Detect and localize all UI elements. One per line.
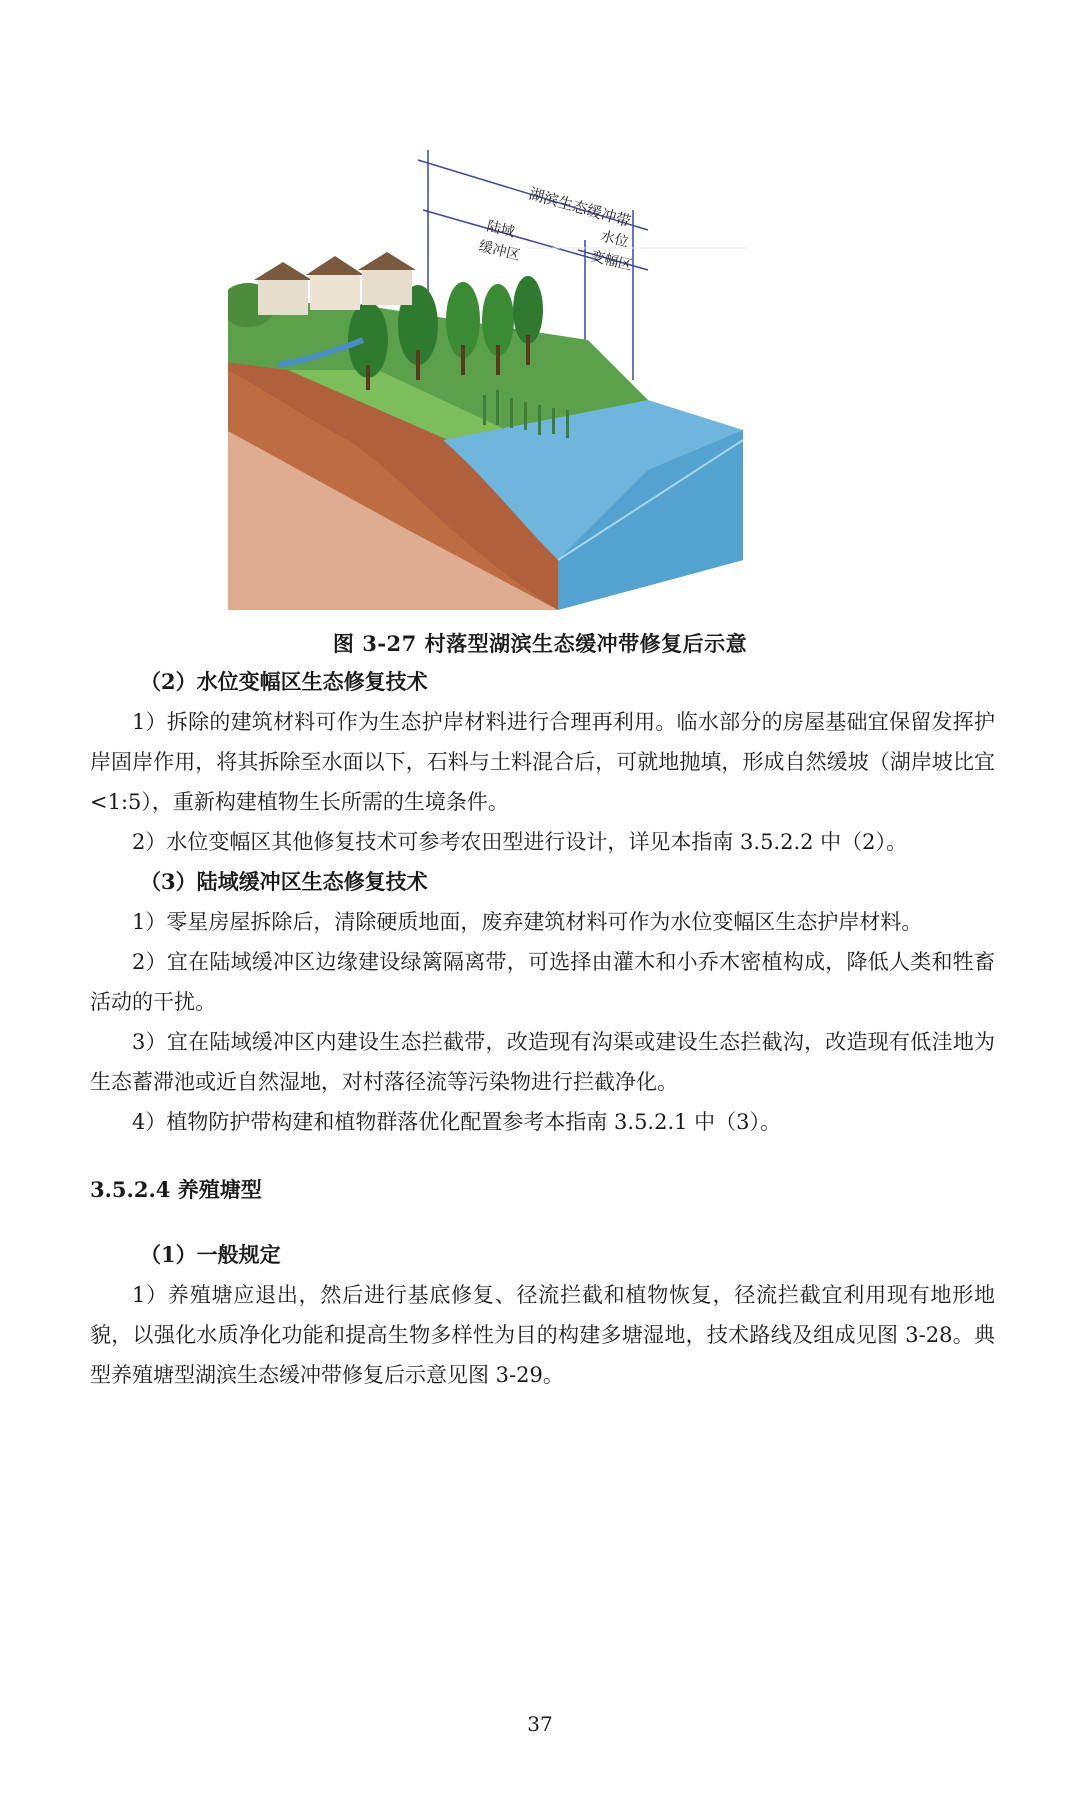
paragraph: 1）拆除的建筑材料可作为生态护岸材料进行合理再利用。临水部分的房屋基础宜保留发挥护岸固岸作用，将其拆除至水面以下，石料与土料混合后，可就地抛填，形成自然缓坡（湖岸坡比宜<1:5），重新构建植物生长所需的生境条件。	[90, 710, 995, 814]
section-title-3524: 3.5.2.4 养殖塘型	[90, 1177, 262, 1202]
paragraph: 2）宜在陆域缓冲区边缘建设绿篱隔离带，可选择由灌木和小乔木密植构成，降低人类和牲畜活动的干扰。	[90, 950, 995, 1014]
lakeside-buffer-illustration	[228, 140, 858, 610]
figure-caption: 图 3-27 村落型湖滨生态缓冲带修复后示意	[332, 631, 748, 656]
section-general	[90, 1235, 995, 1395]
label-land-buffer-line1: 陆域	[485, 217, 517, 240]
paragraph: 3）宜在陆域缓冲区内建设生态拦截带，改造现有沟渠或建设生态拦截沟，改造现有低洼地为生态蓄滞池或近自然湿地，对村落径流等污染物进行拦截净化。	[90, 1030, 995, 1094]
paragraph: 1）养殖塘应退出，然后进行基底修复、径流拦截和植物恢复，径流拦截宜利用现有地形地貌，以强化水质净化功能和提高生物多样性为目的构建多塘湿地，技术路线及组成见图 3-28。典型养殖塘型湖滨生态缓冲带修复后示意见图 3-29。	[90, 1283, 995, 1387]
paragraph: 1）零星房屋拆除后，清除硬质地面，废弃建筑材料可作为水位变幅区生态护岸材料。	[132, 910, 923, 934]
heading-land-buffer: （3）陆域缓冲区生态修复技术	[140, 869, 428, 894]
section-water-fluct	[90, 662, 995, 1142]
page-number: 37	[527, 1712, 553, 1736]
paragraph: 2）水位变幅区其他修复技术可参考农田型进行设计，详见本指南 3.5.2.2 中（2）。	[132, 830, 908, 854]
label-water-fluct-line1: 水位	[599, 227, 631, 250]
heading-water-fluct: （2）水位变幅区生态修复技术	[140, 669, 428, 694]
label-land-buffer-line2: 缓冲区	[477, 237, 522, 264]
paragraph: 4）植物防护带构建和植物群落优化配置参考本指南 3.5.2.1 中（3）。	[132, 1110, 782, 1134]
label-buffer-zone: 湖滨生态缓冲带	[526, 185, 633, 231]
label-water-fluct-line2: 变幅区	[589, 247, 634, 274]
heading-general: （1）一般规定	[140, 1242, 281, 1267]
